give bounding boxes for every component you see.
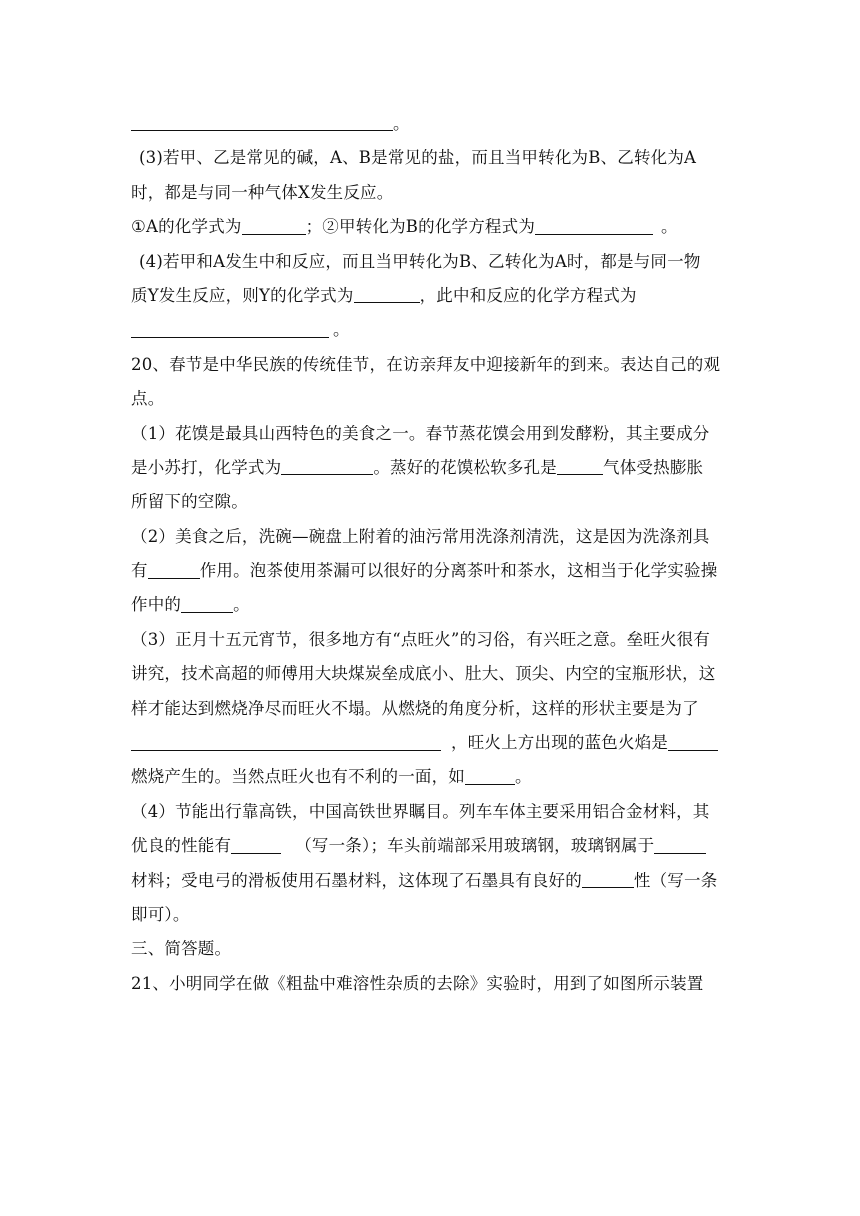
answer-blank[interactable] <box>131 320 329 338</box>
question-20-1-answers: 是小苏打，化学式为 。蒸好的花馍松软多孔是 气体受热膨胀 <box>131 457 704 477</box>
question-20-2-answers: 有 作用。泡茶使用茶漏可以很好的分离茶叶和茶水，这相当于化学实验操 <box>131 561 718 581</box>
answer-blank[interactable] <box>535 216 653 234</box>
question-20-4-stem-end: 即可）。 <box>131 904 190 924</box>
question-20-3-answers-cont: 燃烧产生的。当然点旺火也有不利的一面，如 。 <box>131 767 532 787</box>
answer-blank[interactable] <box>465 767 515 785</box>
question-20-4-stem: （4）节能出行靠高铁，中国高铁世界瞩目。列车车体主要采用铝合金材料，其 <box>131 801 710 821</box>
question-20-3-stem-cont2: 样才能达到燃烧净尽而旺火不塌。从燃烧的角度分析，这样的形状主要是为了 <box>131 698 699 718</box>
answer-blank[interactable] <box>131 732 441 750</box>
question-19-4-stem: (4)若甲和A发生中和反应，而且当甲转化为B、乙转化为A时，都是与同一物 <box>139 251 701 271</box>
answer-blank[interactable] <box>148 560 200 578</box>
question-20-3-stem: （3）正月十五元宵节，很多地方有“点旺火”的习俗，有兴旺之意。垒旺火很有 <box>131 629 711 649</box>
answer-blank[interactable] <box>354 285 420 303</box>
answer-line-2-end: 。 <box>131 107 731 141</box>
answer-blank[interactable] <box>557 457 603 475</box>
question-20-1-stem: （1）花馍是最具山西特色的美食之一。春节蒸花馍会用到发酵粉，其主要成分 <box>131 423 710 443</box>
answer-blank[interactable] <box>242 216 306 234</box>
question-20-3-answers: ，旺火上方出现的蓝色火焰是 <box>131 726 731 760</box>
question-19-4-answers: 质Y发生反应，则Y的化学式为 ，此中和反应的化学方程式为 <box>131 285 637 305</box>
answer-blank[interactable] <box>231 835 281 853</box>
answer-blank[interactable] <box>281 457 373 475</box>
answer-blank[interactable] <box>654 835 706 853</box>
question-20-4-answers: 优良的性能有 （写一条）；车头前端部采用玻璃钢，玻璃钢属于 <box>131 829 731 863</box>
question-20-1-stem-end: 所留下的空隙。 <box>131 492 248 512</box>
question-20-3-stem-cont: 讲究，技术高超的师傅用大块煤炭垒成底小、肚大、顶尖、内空的宝瓶形状，这 <box>131 664 716 684</box>
answer-blank[interactable] <box>668 732 718 750</box>
question-19-3-stem: (3)若甲、乙是常见的碱，A、B是常见的盐，而且当甲转化为B、乙转化为A <box>139 148 697 168</box>
question-20-2-answers-cont: 作中的 。 <box>131 595 250 615</box>
question-19-3-answers: ①A的化学式为 ；②甲转化为B的化学方程式为 。 <box>131 217 678 237</box>
question-20-stem: 20、春节是中华民族的传统佳节，在访亲拜友中迎接新年的到来。表达自己的观 <box>131 354 721 374</box>
question-20-4-answers-cont: 材料；受电弓的滑板使用石墨材料，这体现了石墨具有良好的 性（写一条 <box>131 870 718 890</box>
section-heading-short-answer: 三、简答题。 <box>131 939 232 959</box>
question-21-stem: 21、小明同学在做《粗盐中难溶性杂质的去除》实验时，用到了如图所示装置 <box>131 973 704 993</box>
question-19-3-stem-cont: 时，都是与同一种气体X发生反应。 <box>131 182 394 202</box>
answer-blank[interactable] <box>181 595 233 613</box>
question-20-2-stem: （2）美食之后，洗碗—碗盘上附着的油污常用洗涤剂清洗，这是因为洗涤剂具 <box>131 526 710 546</box>
answer-blank[interactable] <box>131 113 393 131</box>
question-20-stem-cont: 点。 <box>131 389 165 409</box>
document-page <box>131 107 731 1001</box>
answer-blank[interactable] <box>582 870 634 888</box>
question-19-4-equation: 。 <box>131 313 731 347</box>
